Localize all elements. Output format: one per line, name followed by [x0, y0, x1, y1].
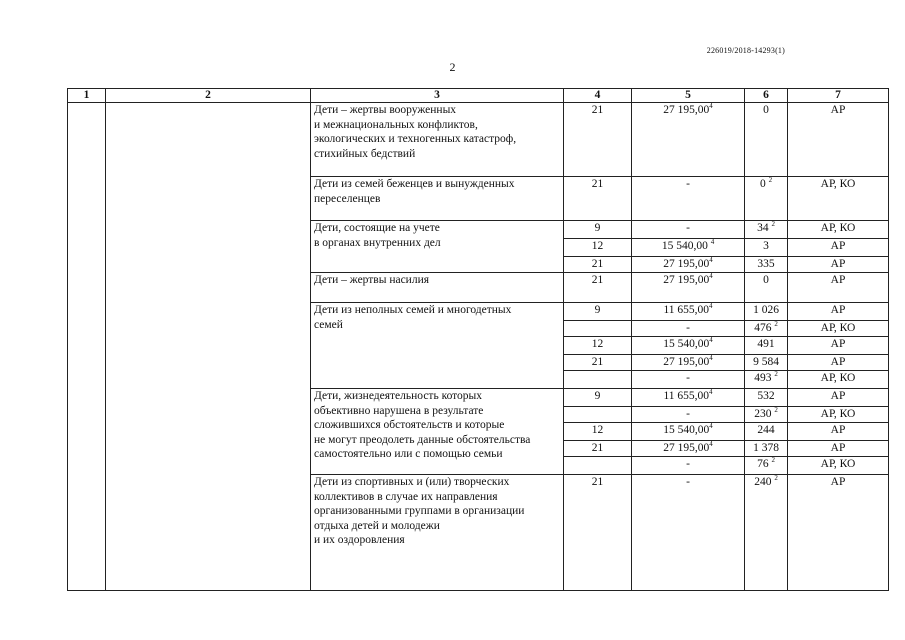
- age-cell: [564, 457, 632, 475]
- cost-cell-value: -: [686, 222, 690, 234]
- cost-cell: [632, 177, 745, 221]
- cost-cell-value: 15 540,00: [663, 338, 710, 350]
- age-cell: 21: [564, 273, 632, 303]
- cost-cell: [632, 303, 745, 321]
- count-cell: [745, 371, 788, 389]
- cost-cell: [632, 337, 745, 355]
- count-cell-footnote: 2: [774, 320, 778, 329]
- age-cell: [564, 321, 632, 337]
- count-cell: [745, 321, 788, 337]
- count-cell: [745, 423, 788, 441]
- count-cell-value: 1 026: [753, 304, 779, 316]
- count-cell-value: 9 584: [753, 356, 779, 368]
- cost-cell-value: 27 195,00: [663, 104, 710, 116]
- cost-cell-footnote: 4: [710, 238, 715, 247]
- category-cell: Дети – жертвы вооруженных и межнациональных конфликтов, экологических и техногенных катастроф, стихийных бедствий: [311, 103, 564, 177]
- cost-cell: [632, 475, 745, 591]
- cost-cell: [632, 389, 745, 407]
- category-cell: Дети из спортивных и (или) творческих коллективов в случае их направления организованными группами в организации отдыха детей и молодежи и их оздоровления: [311, 475, 564, 591]
- cost-cell: [632, 457, 745, 475]
- category-cell: Дети, состоящие на учете в органах внутренних дел: [311, 221, 564, 273]
- cost-cell-value: 11 655,00: [663, 390, 710, 402]
- count-cell: [745, 221, 788, 239]
- source-cell: АР: [788, 273, 889, 303]
- age-cell: [564, 407, 632, 423]
- count-cell: [745, 103, 788, 177]
- source-cell: АР, КО: [788, 221, 889, 239]
- count-cell-footnote: 2: [768, 176, 773, 185]
- age-cell: [564, 371, 632, 389]
- age-cell: 21: [564, 257, 632, 273]
- count-cell-value: 34: [757, 222, 772, 234]
- page-number: 2: [449, 60, 456, 74]
- col-header-3: 3: [311, 89, 564, 103]
- cost-cell-value: -: [686, 408, 690, 420]
- cost-cell: [632, 273, 745, 303]
- category-cell: Дети из семей беженцев и вынужденных переселенцев: [311, 177, 564, 221]
- cost-cell: [632, 321, 745, 337]
- category-cell: Дети – жертвы насилия: [311, 273, 564, 303]
- age-cell: 12: [564, 423, 632, 441]
- col-header-1: 1: [68, 89, 106, 103]
- source-cell: АР: [788, 239, 889, 257]
- count-cell-value: 230: [754, 408, 775, 420]
- cost-cell-footnote: 4: [709, 422, 713, 431]
- source-cell: АР, КО: [788, 321, 889, 337]
- count-cell-value: 335: [757, 258, 775, 270]
- count-cell: [745, 389, 788, 407]
- cost-cell-value: 27 195,00: [663, 258, 710, 270]
- category-cell: Дети, жизнедеятельность которых объективно нарушена в результате сложившихся обстоятельств и которые не могут преодолеть данные обстоятельства самостоятельно или с помощью семьи: [311, 389, 564, 475]
- count-cell: [745, 475, 788, 591]
- source-cell: АР: [788, 257, 889, 273]
- source-cell: АР, КО: [788, 407, 889, 423]
- header-row: [68, 89, 889, 103]
- cost-cell: [632, 371, 745, 389]
- count-cell-footnote: 2: [771, 220, 775, 229]
- count-cell-value: 476: [754, 322, 775, 334]
- source-cell: АР: [788, 423, 889, 441]
- cost-cell: [632, 257, 745, 273]
- source-cell: АР, КО: [788, 457, 889, 475]
- source-cell: АР, КО: [788, 371, 889, 389]
- count-cell: [745, 441, 788, 457]
- col-header-5: 5: [632, 89, 745, 103]
- cost-cell-value: 27 195,00: [663, 442, 710, 454]
- cost-cell-footnote: 4: [709, 102, 713, 111]
- source-cell: АР: [788, 303, 889, 321]
- cost-cell-value: -: [686, 178, 690, 190]
- cost-cell-value: -: [686, 476, 690, 488]
- category-cell: Дети из неполных семей и многодетных семей: [311, 303, 564, 389]
- source-cell: АР: [788, 441, 889, 457]
- count-cell-value: 491: [757, 338, 775, 350]
- cost-cell: [632, 103, 745, 177]
- count-cell: [745, 337, 788, 355]
- cost-cell: [632, 239, 745, 257]
- count-cell: [745, 257, 788, 273]
- count-cell: [745, 355, 788, 371]
- age-cell: 21: [564, 475, 632, 591]
- source-cell: АР, КО: [788, 177, 889, 221]
- col2-cell: [106, 103, 311, 591]
- cost-cell-footnote: 4: [709, 440, 713, 449]
- cost-cell: [632, 423, 745, 441]
- count-cell-value: 240: [754, 476, 775, 488]
- age-cell: 21: [564, 441, 632, 457]
- count-cell-value: 0: [763, 274, 769, 286]
- col-header-6: 6: [745, 89, 788, 103]
- age-cell: 9: [564, 221, 632, 239]
- count-cell: [745, 239, 788, 257]
- age-cell: 21: [564, 355, 632, 371]
- cost-cell-footnote: 4: [709, 302, 713, 311]
- age-cell: 21: [564, 177, 632, 221]
- col-header-7: 7: [788, 89, 889, 103]
- count-cell-value: 244: [757, 424, 775, 436]
- count-cell: [745, 457, 788, 475]
- cost-cell-footnote: 4: [709, 354, 713, 363]
- count-cell-value: 0: [763, 104, 769, 116]
- age-cell: 12: [564, 337, 632, 355]
- count-cell: [745, 177, 788, 221]
- table-row: [68, 103, 889, 177]
- age-cell: 9: [564, 389, 632, 407]
- cost-cell-value: -: [686, 458, 690, 470]
- count-cell-value: 3: [763, 240, 769, 252]
- count-cell: [745, 303, 788, 321]
- cost-cell-value: 15 540,00: [663, 424, 710, 436]
- cost-cell-footnote: 4: [709, 336, 713, 345]
- count-cell-value: 0: [759, 178, 769, 190]
- cost-cell-value: 27 195,00: [663, 356, 710, 368]
- cost-cell-value: 15 540,00: [661, 240, 711, 252]
- count-cell-footnote: 2: [774, 370, 778, 379]
- count-cell: [745, 407, 788, 423]
- count-cell-value: 1 378: [753, 442, 779, 454]
- cost-cell-footnote: 4: [709, 388, 713, 397]
- cost-cell: [632, 355, 745, 371]
- source-cell: АР: [788, 389, 889, 407]
- cost-cell-value: -: [686, 372, 690, 384]
- document-number: 226019/2018-14293(1): [706, 46, 785, 55]
- col1-cell: [68, 103, 106, 591]
- count-cell-value: 532: [757, 390, 775, 402]
- cost-cell: [632, 441, 745, 457]
- count-cell: [745, 273, 788, 303]
- col-header-4: 4: [564, 89, 632, 103]
- source-cell: АР: [788, 103, 889, 177]
- cost-cell-footnote: 4: [709, 272, 713, 281]
- source-cell: АР: [788, 337, 889, 355]
- age-cell: 21: [564, 103, 632, 177]
- count-cell-footnote: 2: [771, 456, 775, 465]
- source-cell: АР: [788, 475, 889, 591]
- count-cell-value: 76: [757, 458, 772, 470]
- col-header-2: 2: [106, 89, 311, 103]
- count-cell-footnote: 2: [774, 474, 778, 483]
- cost-cell-value: -: [686, 322, 690, 334]
- age-cell: 12: [564, 239, 632, 257]
- source-cell: АР: [788, 355, 889, 371]
- count-cell-value: 493: [754, 372, 775, 384]
- cost-cell: [632, 407, 745, 423]
- cost-cell-value: 11 655,00: [663, 304, 710, 316]
- count-cell-footnote: 2: [774, 406, 778, 415]
- cost-cell: [632, 221, 745, 239]
- data-table: [67, 88, 889, 591]
- age-cell: 9: [564, 303, 632, 321]
- cost-cell-footnote: 4: [709, 256, 713, 265]
- cost-cell-value: 27 195,00: [663, 274, 710, 286]
